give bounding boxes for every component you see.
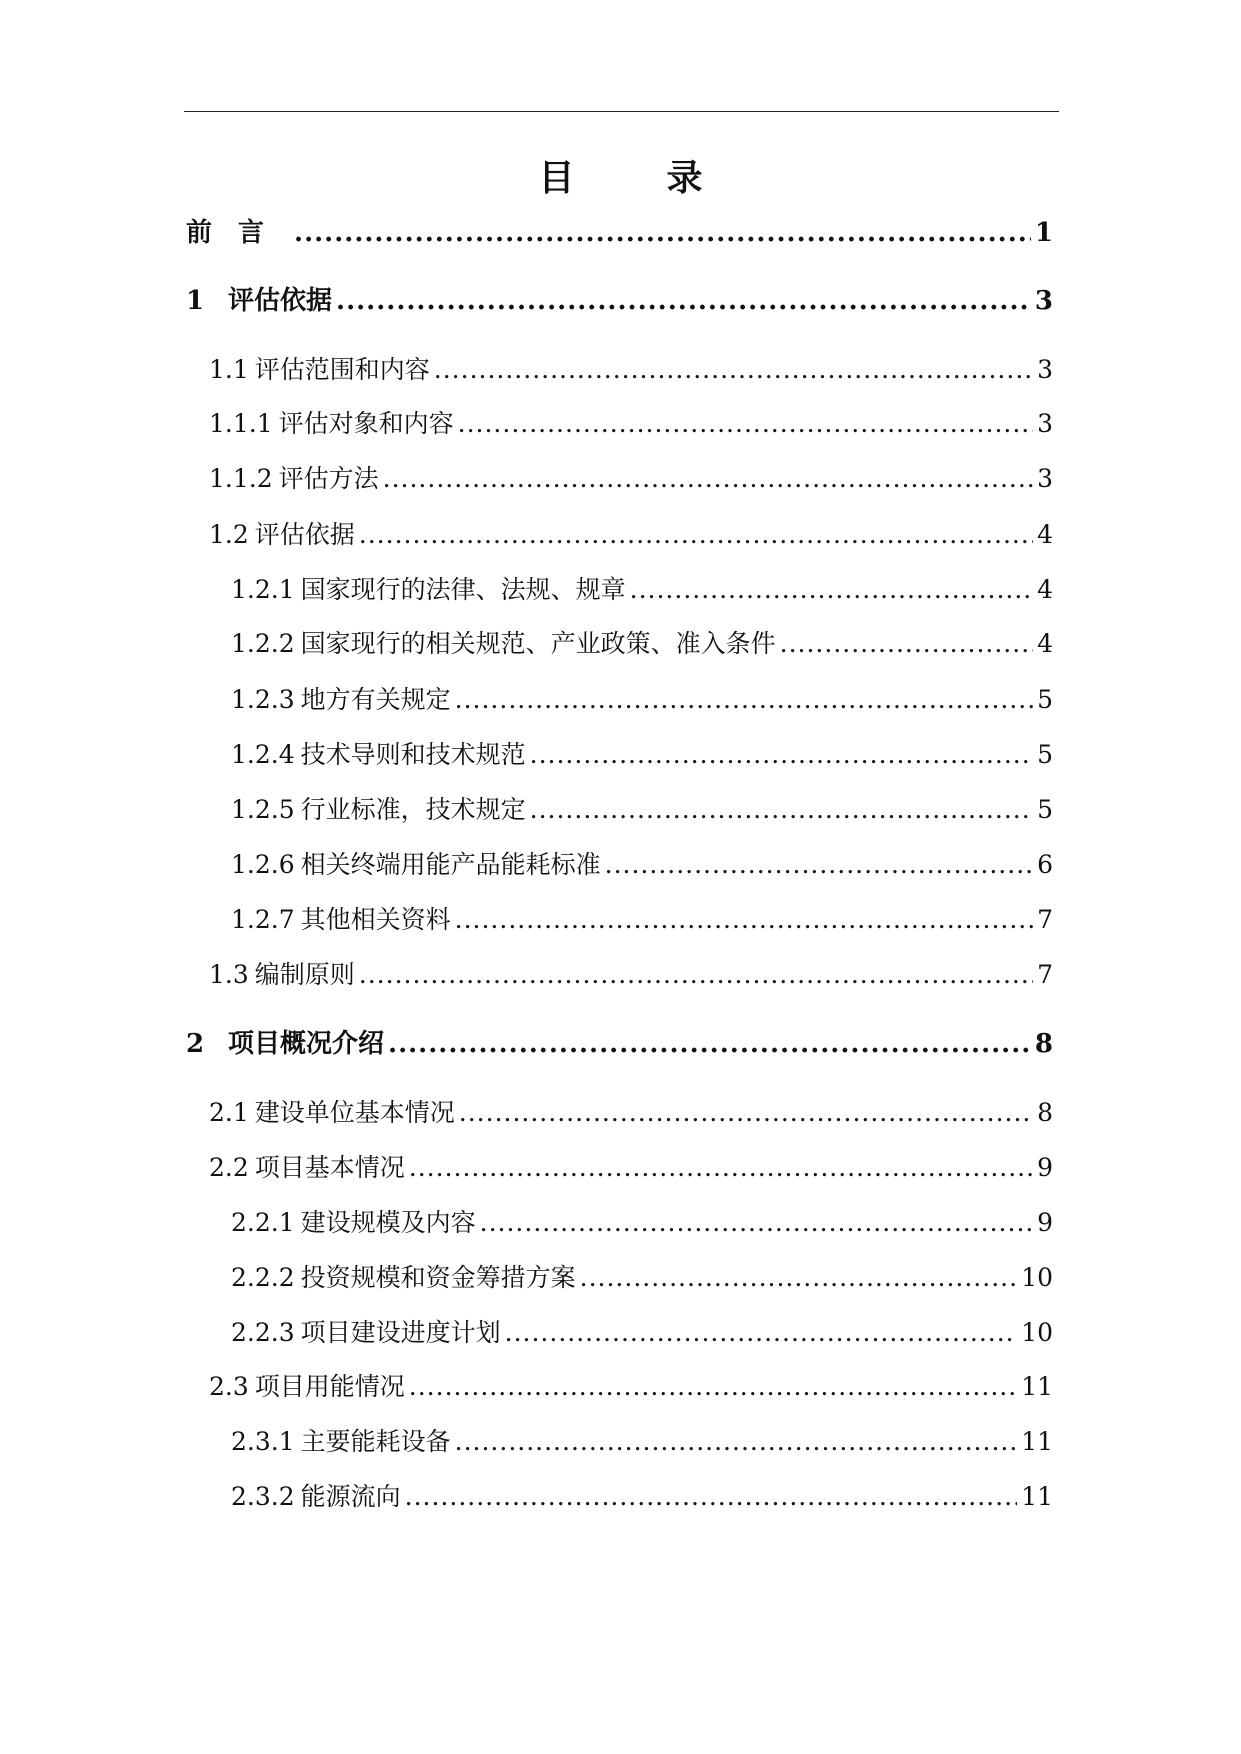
- toc-entry-number: 1.2.5: [231, 795, 295, 824]
- toc-page-number: 5: [1037, 795, 1053, 824]
- toc-page-number: 9: [1037, 1153, 1053, 1182]
- toc-entry[interactable]: [209, 515, 1053, 555]
- toc-dot-leader: [605, 845, 1033, 885]
- toc-page-number: 3: [1034, 286, 1053, 316]
- toc-entry-title: 技术导则和技术规范: [300, 740, 526, 769]
- toc-entry-title: 相关终端用能产品能耗标准: [300, 850, 601, 879]
- toc-dot-leader: [359, 955, 1033, 995]
- toc-entry[interactable]: [231, 680, 1053, 720]
- toc-entry[interactable]: [231, 1477, 1053, 1517]
- toc-entry[interactable]: [231, 845, 1053, 885]
- toc-entry-title: 主要能耗设备: [300, 1427, 451, 1456]
- toc-entry-number: 1: [186, 286, 205, 316]
- toc-entry-title: 评估依据: [228, 286, 333, 316]
- toc-dot-leader: [458, 404, 1033, 444]
- toc-entry[interactable]: [231, 570, 1053, 610]
- toc-dot-leader: [455, 1422, 1018, 1462]
- toc-dot-leader: [359, 515, 1033, 555]
- toc-entry-title: 建设规模及内容: [300, 1208, 476, 1237]
- toc-entry[interactable]: [231, 1258, 1053, 1298]
- toc-entry-title: 项目建设进度计划: [300, 1318, 501, 1347]
- toc-entry-number: 1.2.4: [231, 740, 295, 769]
- toc-entry[interactable]: [209, 1093, 1053, 1133]
- toc-entry-number: 2.2.1: [231, 1208, 295, 1237]
- toc-entry[interactable]: [209, 404, 1053, 444]
- toc-page-number: 10: [1021, 1318, 1053, 1347]
- toc-entry-title: 国家现行的相关规范、产业政策、准入条件: [300, 629, 776, 658]
- toc-entry-title: 投资规模和资金筹措方案: [300, 1263, 576, 1292]
- toc-entry-number: 1.3: [209, 960, 249, 989]
- toc-dot-leader: [409, 1367, 1017, 1407]
- toc-entry-number: 2.2: [209, 1153, 249, 1182]
- toc-entry[interactable]: [231, 1422, 1053, 1462]
- toc-dot-leader: [388, 1024, 1031, 1064]
- toc-page-number: 11: [1021, 1372, 1053, 1401]
- toc-dot-leader: [409, 1148, 1033, 1188]
- toc-page-number: 3: [1037, 464, 1053, 493]
- toc-page-number: 10: [1021, 1263, 1053, 1292]
- toc-entry-number: 1.2.3: [231, 685, 295, 714]
- toc-entry-number: 1.2.2: [231, 629, 295, 658]
- toc-page-number: 4: [1037, 520, 1053, 549]
- toc-entry-title: 前言: [186, 218, 291, 248]
- toc-dot-leader: [336, 281, 1031, 321]
- toc-dot-leader: [294, 213, 1031, 253]
- toc-entry[interactable]: [209, 1148, 1053, 1188]
- toc-dot-leader: [405, 1477, 1018, 1517]
- toc-entry[interactable]: [231, 1313, 1053, 1353]
- toc-entry-number: 1.1.1: [209, 409, 273, 438]
- toc-entry[interactable]: [231, 1203, 1053, 1243]
- toc-entry-title: 评估范围和内容: [254, 355, 430, 384]
- toc-dot-leader: [480, 1203, 1033, 1243]
- toc-entry-title: 评估方法: [278, 464, 379, 493]
- toc-title: 目 录: [538, 157, 731, 199]
- toc-entry-number: 1.2.6: [231, 850, 295, 879]
- toc-page-number: 8: [1037, 1098, 1053, 1127]
- toc-entry-number: 1.2.1: [231, 575, 295, 604]
- toc-entry-title: 编制原则: [254, 960, 355, 989]
- toc-entry-title: 项目基本情况: [254, 1153, 405, 1182]
- toc-dot-leader: [630, 570, 1033, 610]
- toc-page-number: 9: [1037, 1208, 1053, 1237]
- toc-entry-number: 2: [186, 1029, 205, 1059]
- toc-entry[interactable]: [231, 900, 1053, 940]
- toc-entry[interactable]: [209, 459, 1053, 499]
- toc-entry-number: 1.1.2: [209, 464, 273, 493]
- toc-dot-leader: [459, 1093, 1033, 1133]
- toc-entry[interactable]: [231, 790, 1053, 830]
- toc-dot-leader: [530, 790, 1033, 830]
- toc-entry-title: 建设单位基本情况: [254, 1098, 455, 1127]
- toc-entry-title: 评估对象和内容: [278, 409, 454, 438]
- toc-dot-leader: [505, 1313, 1018, 1353]
- toc-dot-leader: [580, 1258, 1018, 1298]
- toc-page-number: 11: [1021, 1482, 1053, 1511]
- toc-dot-leader: [434, 350, 1033, 390]
- toc-page-number: 6: [1037, 850, 1053, 879]
- toc-page-number: 8: [1034, 1029, 1053, 1059]
- toc-entry-title: 能源流向: [300, 1482, 401, 1511]
- toc-page-number: 11: [1021, 1427, 1053, 1456]
- toc-page-number: 4: [1037, 629, 1053, 658]
- toc-entry[interactable]: [209, 955, 1053, 995]
- toc-page-number: 1: [1034, 218, 1053, 248]
- toc-entry-number: 2.1: [209, 1098, 249, 1127]
- toc-entry-title: 国家现行的法律、法规、规章: [300, 575, 626, 604]
- toc-page-number: 5: [1037, 740, 1053, 769]
- toc-entry[interactable]: [209, 1367, 1053, 1407]
- toc-page-number: 7: [1037, 905, 1053, 934]
- toc-dot-leader: [530, 735, 1033, 775]
- toc-entry-number: 2.2.2: [231, 1263, 295, 1292]
- toc-entry-title: 行业标准，技术规定: [300, 795, 526, 824]
- toc-page-number: 3: [1037, 355, 1053, 384]
- toc-page-number: 4: [1037, 575, 1053, 604]
- toc-dot-leader: [455, 900, 1033, 940]
- header-rule: [184, 111, 1059, 112]
- toc-entry[interactable]: [186, 1024, 1053, 1064]
- toc-entry-number: 2.3.1: [231, 1427, 295, 1456]
- toc-entry-number: 2.2.3: [231, 1318, 295, 1347]
- toc-entry-number: 2.3.2: [231, 1482, 295, 1511]
- toc-page-number: 3: [1037, 409, 1053, 438]
- toc-entry-title: 地方有关规定: [300, 685, 451, 714]
- toc-entry[interactable]: [186, 213, 1053, 253]
- toc-entry[interactable]: [209, 350, 1053, 390]
- toc-page-number: 7: [1037, 960, 1053, 989]
- toc-entry-number: 2.3: [209, 1372, 249, 1401]
- toc-dot-leader: [455, 680, 1033, 720]
- toc-entry[interactable]: [231, 624, 1053, 664]
- toc-dot-leader: [383, 459, 1033, 499]
- toc-entry-number: 1.2: [209, 520, 249, 549]
- toc-entry-title: 项目概况介绍: [228, 1029, 385, 1059]
- toc-entry-title: 项目用能情况: [254, 1372, 405, 1401]
- toc-entry[interactable]: [231, 735, 1053, 775]
- toc-dot-leader: [780, 624, 1033, 664]
- toc-entry-title: 其他相关资料: [300, 905, 451, 934]
- toc-entry-title: 评估依据: [254, 520, 355, 549]
- toc-entry-number: 1.2.7: [231, 905, 295, 934]
- toc-entry[interactable]: [186, 281, 1053, 321]
- toc-entry-number: 1.1: [209, 355, 249, 384]
- toc-page-number: 5: [1037, 685, 1053, 714]
